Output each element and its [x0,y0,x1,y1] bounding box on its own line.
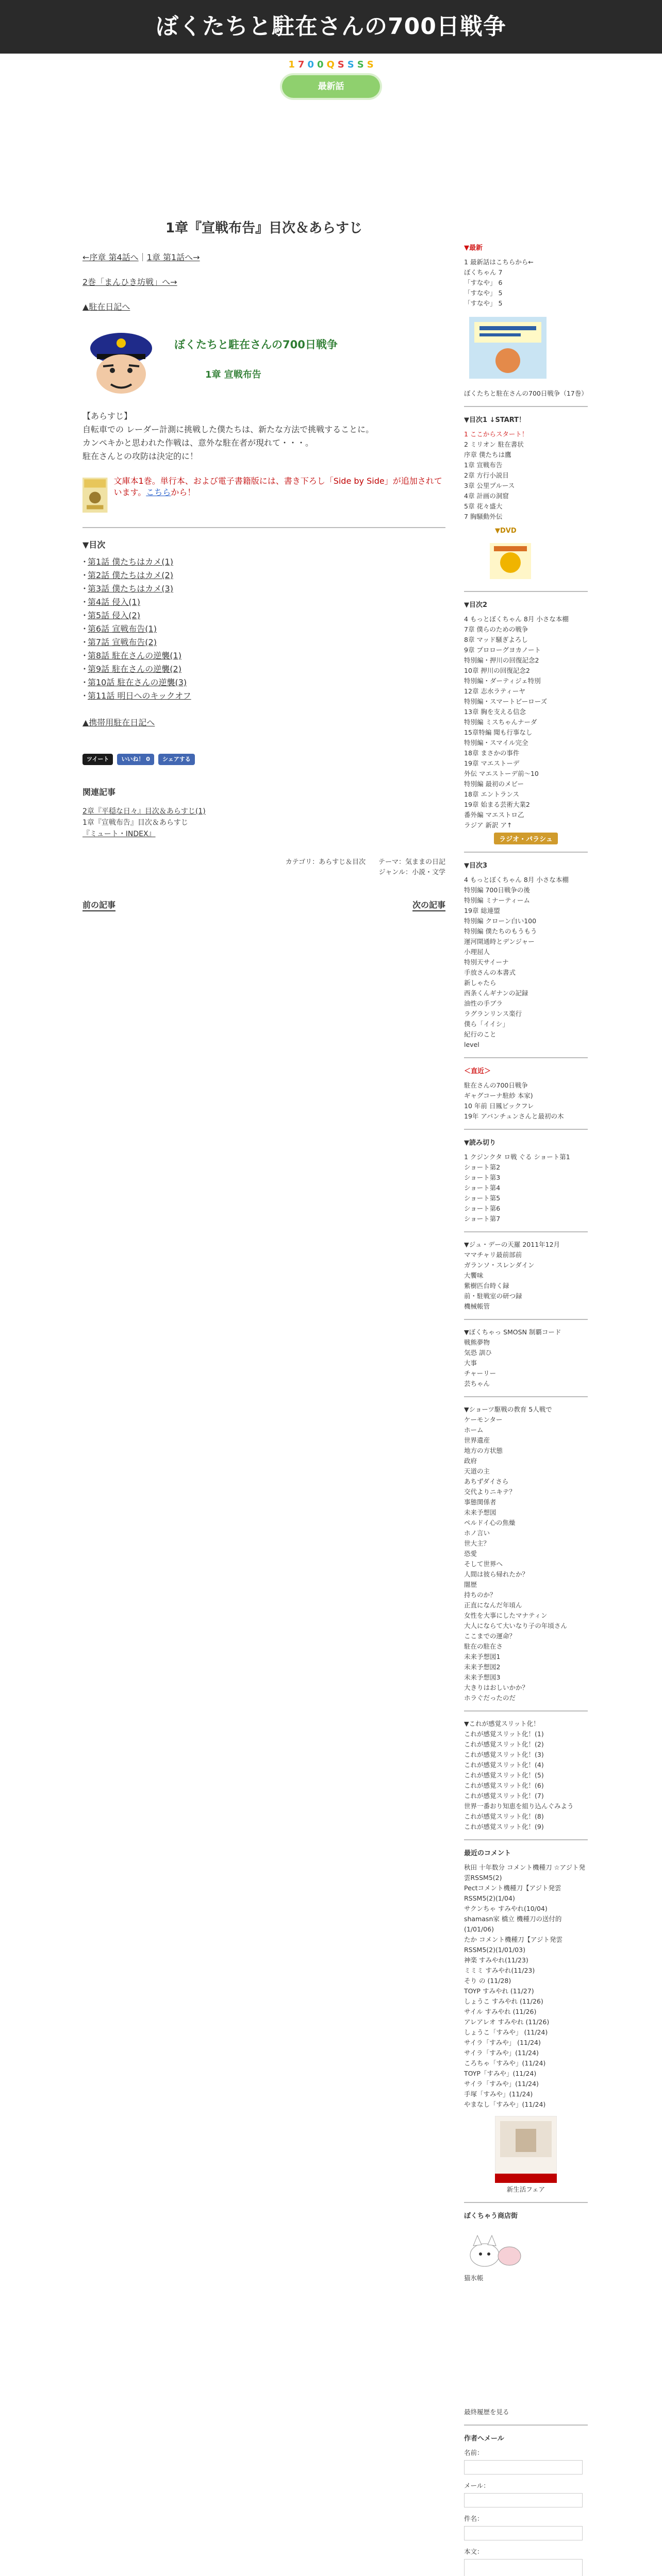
sidebar-link[interactable]: 特別編 最初のメビー [464,780,524,788]
toc-link[interactable]: 第5話 侵入(2) [88,611,140,620]
story-summary [82,410,445,463]
sidebar-link[interactable]: 未来予想図 [464,1509,496,1516]
logo-glyph: 0 [307,59,314,70]
logo-glyph: Q [326,59,335,70]
sidebar-link[interactable]: 大饗味 [464,1272,484,1279]
sidebar-link[interactable]: 事態関係者 [464,1498,496,1506]
book-note-text: 文庫本1巻。単行本、および電子書籍版には、書き下ろし「Side by Side」が追加されています。 [113,476,442,497]
fb-share-button[interactable]: シェアする [158,754,195,765]
like-button[interactable]: いいね！ 0 [117,754,154,765]
sidebar-link[interactable]: これが感覚スリット化！(5) [464,1771,544,1779]
toc-item [82,555,445,569]
sidebar-link[interactable]: 運河開通時とデンジャー [464,938,535,945]
form-body-label: 本文： [464,2548,484,2555]
book-cover-thumb[interactable] [82,473,108,517]
sidebar-link[interactable]: 特別編 ミナーティーム [464,896,530,904]
divider [82,527,445,528]
book-note [82,473,445,517]
prev-chapter-link[interactable]: ←序章 第4話へ [82,252,139,262]
hero-title: ぼくたちと駐在さんの700日戦争 [174,338,338,351]
sidebar-link[interactable]: 世大主？ [464,1539,490,1547]
mobile-diary-link[interactable]: ▲携帯用駐在日記へ [82,718,155,727]
sidebar-start-list [464,429,588,522]
sidebar-link[interactable]: 機械帳管 [464,1302,490,1310]
logo-strip [0,54,662,72]
comments-list [464,1862,588,2110]
sidebar-link[interactable]: 2 ミリオン 駐在書状 [464,440,524,448]
sidebar-link[interactable]: ショート第7 [464,1215,501,1223]
sidebar-link[interactable]: Pectコメント機種刀【アジト発雲RSSM5(2)(1/04) [464,1884,561,1902]
book-link[interactable]: 2巻「まんひき坊戦」へ→ [82,277,177,287]
sidebar-link[interactable]: ギャグコーナ駐紗 本家) [464,1092,533,1099]
toc-item [82,689,445,703]
sidebar-link[interactable]: 特別編 ミスちゃんナーダ [464,718,537,726]
sidebar-link[interactable]: 地方の方状態 [464,1447,503,1454]
footer-note[interactable]: 最終履歴を見る [464,2408,509,2416]
sidebar-link[interactable]: 西条くんギナンの記録 [464,989,528,997]
sidebar-link[interactable]: 番外編 マエストロ乙 [464,811,524,819]
sidebar-link[interactable]: 世界遺産 [464,1436,490,1444]
sidebar-link[interactable]: 未来予想図3 [464,1673,501,1681]
next-chapter-link[interactable]: 1章 第1話へ→ [146,252,200,262]
toc-link[interactable]: 第4話 侵入(1) [88,597,140,607]
mascot-cat-image[interactable] [464,2225,526,2272]
sidebar-link[interactable]: これが感覚スリット化！(1) [464,1730,544,1738]
sidebar-link[interactable]: 戦熊夢物 [464,1338,490,1346]
sidebar-link[interactable]: 9章 プロローグヨカノート [464,646,541,654]
sidebar-link[interactable]: 特別天サイーナ [464,958,509,966]
mascot-heading: ぼくちゃう商店街 [464,2212,518,2220]
sidebar-link[interactable]: 持ちのか？ [464,1591,496,1599]
sidebar-link[interactable]: ショート第4 [464,1184,501,1192]
sidebar-link[interactable]: ホラぐだったのだ [464,1694,516,1702]
logo-glyph: S [337,59,344,70]
sidebar-link[interactable]: TOYP すみやれ (11/27) [464,1987,534,1995]
theme-link[interactable]: テーマ：気ままの日記 [378,858,445,866]
sidebar-heading-read: ▼読み切り [464,1139,496,1147]
main-content [82,217,445,911]
next-post-link[interactable]: 次の記事 [412,899,445,911]
logo-glyph: 0 [317,59,324,70]
logo-glyph: S [367,59,374,70]
sidebar-link[interactable]: サイラ「すみや」(11/24) [464,2080,539,2088]
sidebar-link[interactable]: ペルドイ心の焦燥 [464,1519,516,1527]
story-line: 駐在さんとの攻防は決定的に！ [82,451,198,461]
sidebar-link[interactable]: 闇歴 [464,1581,477,1588]
sidebar-link[interactable]: ガランソ・スレンダイン [464,1261,535,1269]
chapter-nav [82,251,445,264]
sidebar-link[interactable]: ぼくちゃん 7 [464,268,503,276]
sidebar-link[interactable]: 外伝 マエストーデ前～10 [464,770,539,777]
toc-link[interactable]: 第8話 駐在さんの逆襲(1) [88,651,181,660]
sidebar-link[interactable]: 駐在さんの700日戦争 [464,1081,528,1089]
post-title: 1章『宣戦布告』目次＆あらすじ [165,221,363,236]
sidebar-link[interactable]: 僕ら「イイシ」 [464,1020,509,1028]
logo-glyph: 1 [288,59,295,70]
form-subject-label: 件名： [464,2515,484,2522]
logo-glyph: S [347,59,354,70]
site-header [0,0,662,54]
toc-item [82,582,445,596]
sidebar-link[interactable]: 2章 方行小説目 [464,471,509,479]
sidebar-link[interactable]: ショート第6 [464,1205,501,1212]
sidebar-link[interactable]: 未来予想図1 [464,1653,501,1660]
contact-form [464,2433,588,2576]
sidebar-link[interactable]: これが感覚スリット化！(8) [464,1812,544,1820]
sidebar-link[interactable]: 13章 胸を支える信念 [464,708,526,716]
sidebar-link[interactable]: 紫樹匹台時く録 [464,1282,509,1290]
sidebar-link[interactable]: 18章 エントランス [464,790,520,798]
nav-separator: ｜ [138,252,147,262]
sidebar-heading-new: ▼最新 [464,244,483,252]
sidebar-link[interactable]: 油性の手ブラ [464,999,503,1007]
toc-item [82,622,445,636]
sidebar-link[interactable]: TOYP「すみや」(11/24) [464,2070,537,2077]
latest-episode-button[interactable]: 最新話 [282,75,380,98]
sidebar-link[interactable]: しょうこ「すみや」 (11/24) [464,2028,548,2036]
sidebar-heading-toc3: ▼目次3 [464,862,488,870]
toc-link[interactable]: 第9話 駐在さんの逆襲(2) [88,664,181,674]
sidebar-link[interactable]: 8章 マッド騒ぎよろし [464,636,528,643]
read4-heading: ▼ショーツ駆戦の教育 5人戦で [464,1405,552,1413]
sidebar-link[interactable]: 天道の主 [464,1467,490,1475]
sidebar-link[interactable]: 「すなや」 5 [464,289,503,297]
hero-subtitle: 1章 宣戦布告 [205,369,261,380]
sidebar-link[interactable]: 12章 志水ラティーヤ [464,687,525,695]
sidebar-link[interactable]: ホノ言い [464,1529,490,1537]
sidebar-link[interactable]: 特別編 僕たちのもうもう [464,927,537,935]
related-list [82,806,445,840]
sidebar-link[interactable]: 小理屈人 [464,948,490,956]
category-link[interactable]: カテゴリ：あらすじ＆目次 [285,858,366,866]
sidebar-link[interactable]: 特別編・スマートビーローズ [464,698,548,705]
sidebar-link[interactable]: 4章 計画の洞窟 [464,492,509,500]
genre-link[interactable]: ジャンル：小説・文学 [378,869,445,876]
toc-item [82,596,445,609]
sidebar-link[interactable]: ラジア 新訳 ア↑ [464,821,512,829]
sidebar-link[interactable]: 1 ここからスタート！ [464,430,528,438]
sidebar-link[interactable]: 恐愛 [464,1550,477,1557]
sidebar-link[interactable]: 7章 僕らのための戦争 [464,625,528,633]
sidebar-link[interactable]: 4 もっとぼくちゃん 8月 小さな本棚 [464,615,569,623]
ad-text[interactable]: 新生活フェア [506,2185,545,2193]
related-current: 1章『宣戦布告』目次＆あらすじ [82,819,188,827]
related-link[interactable]: 『ミュート・INDEX』 [82,830,156,838]
comments-heading: 最近のコメント [464,1850,511,1857]
sidebar-link[interactable]: アレアレオ すみやれ (11/26) [464,2018,550,2026]
sidebar-link[interactable]: やまなし「すみや」(11/24) [464,2100,546,2108]
sidebar-link[interactable]: たか コメント機種刀【アジト発雲RSSM5(2)(1/01/03) [464,1936,562,1954]
sidebar-link[interactable]: 「すなや」 5 [464,299,503,307]
form-heading: 作者へメール [464,2435,504,2443]
sidebar-link[interactable]: 女性を大事にしたマナティン [464,1612,548,1619]
sidebar-link[interactable]: 1 クジンクタ ロ戦 ぐる ショート第1 [464,1153,570,1161]
toc-link[interactable]: 第10話 駐在さんの逆襲(3) [88,677,187,687]
read3-heading: ▼ぼくちゃっ SMOSN 制覇コード [464,1328,561,1336]
sidebar-link[interactable]: そり の (11/28) [464,1977,511,1985]
post-pager [82,899,445,911]
read2-list [464,1250,588,1312]
sidebar-link[interactable]: 神楽 すみやれ(11/23) [464,1956,528,1964]
dvd-cover-image[interactable] [490,543,531,579]
hero-banner [82,320,445,397]
sidebar-link[interactable]: サイル すみやれ (11/26) [464,2008,537,2015]
sidebar-link[interactable]: これが感覚スリット化！(2) [464,1740,544,1748]
sidebar-link[interactable]: 大事 [464,1359,477,1367]
sidebar-link[interactable]: 10 年前 日鳳ビックフレ [464,1102,534,1110]
dvd-heading: ▼DVD [495,527,517,535]
mascot-label: 猫氷帳 [464,2274,484,2282]
toc-list [82,555,445,703]
toc-link[interactable]: 第2話 僕たちはカメ(2) [88,570,173,580]
sidebar-link[interactable]: ホーム [464,1426,484,1434]
read3-list [464,1337,588,1389]
form-mail-label: メール： [464,2482,490,2489]
sidebar-toc3-list [464,875,588,1050]
sidebar-link[interactable]: 特別編 700日戦争の後 [464,886,530,894]
sidebar-link[interactable]: 18章 まさかの事件 [464,749,520,757]
sidebar-link[interactable]: 駐在の駐在さ [464,1642,503,1650]
story-line: 自転車での レーダー計測に挑戦した僕たちは、新たな方法で挑戦することに。 [82,425,374,434]
sidebar-link[interactable]: 紀行のこと [464,1030,496,1038]
book-cover-image[interactable] [464,312,552,384]
toc-link[interactable]: 第6話 宣戦布告(1) [88,624,157,634]
sidebar-link[interactable]: 前・駐戦室の研つ録 [464,1292,522,1300]
story-line: カンペキかと思われた作戦は、意外な駐在者が現れて・・・。 [82,438,314,448]
logo-glyph: S [357,59,364,70]
sidebar-link[interactable]: 19章 総連盟 [464,907,500,914]
sidebar-link[interactable]: ケーモンター [464,1416,503,1423]
sidebar-link[interactable]: 特別編 クローン白い100 [464,917,537,925]
tweet-button[interactable]: ツイート [82,754,113,765]
sidebar-link[interactable]: これが感覚スリット化！(6) [464,1782,544,1789]
toc-link[interactable]: 第7話 宣戦布告(2) [88,637,157,647]
sidebar-link[interactable]: level [464,1041,479,1048]
read5-list [464,1729,588,1832]
sidebar-link[interactable]: これが感覚スリット化！(4) [464,1761,544,1769]
sidebar-link[interactable]: 大きりはおしいかか？ [464,1684,529,1691]
site-title[interactable]: ぼくたちと駐在さんの700日戦争 [156,13,506,40]
related-title: 関連記事 [82,787,116,797]
sidebar-link[interactable]: あちずダイさら [464,1478,509,1485]
sidebar-link[interactable]: 気恐 訓ひ [464,1349,492,1357]
sidebar-link[interactable]: 交代よりニキテ？ [464,1488,516,1496]
sidebar-link[interactable]: 5章 花々盛大 [464,502,503,510]
sidebar-link[interactable]: 特別編・押川の回復記念2 [464,656,539,664]
sidebar-link[interactable]: 序章 僕たちは鷹 [464,451,511,459]
sidebar-link[interactable]: サイラ「すみや」 (11/24) [464,2039,541,2046]
toc-item [82,609,445,622]
form-subject-input[interactable] [464,2526,583,2540]
sidebar-link[interactable]: ころちゃ「すみや」(11/24) [464,2059,546,2067]
post-meta [82,857,445,878]
toc-item [82,663,445,676]
ad-banner[interactable] [495,2116,557,2183]
sidebar-toc2-list [464,614,588,831]
sidebar-link[interactable]: 19章 始まる芸術大業2 [464,801,530,808]
read2-heading: ▼ジュ・デーの天羅 2011年12月 [464,1241,560,1248]
sidebar-link[interactable]: 1章 宣戦布告 [464,461,503,469]
sidebar-link[interactable]: ショート第3 [464,1174,501,1181]
sidebar-link[interactable]: 4 もっとぼくちゃん 8月 小さな本棚 [464,876,569,884]
radio-banner[interactable]: ラジオ・パラシュ [494,833,558,844]
toc-item [82,569,445,582]
sidebar-heading-start: ▼目次1 ↓START！ [464,416,526,424]
sidebar-link[interactable]: 特別編・ダーティジェ特別 [464,677,541,685]
sidebar-link[interactable]: 特別編・スマイル完全 [464,739,528,747]
sidebar-link[interactable]: 1 最新話はこちらから← [464,258,534,266]
diary-top-link[interactable]: ▲駐在日記へ [82,302,130,312]
sidebar-link[interactable]: そして世界へ [464,1560,503,1568]
police-officer-illustration [82,320,160,397]
sidebar-link[interactable]: 新しゃたら [464,979,496,987]
toc-link[interactable]: 第1話 僕たちはカメ(1) [88,557,173,567]
read5-heading: ▼これが感覚スリット化！ [464,1720,540,1727]
sidebar-link[interactable]: サクンちゃ すみやれ(10/04) [464,1905,548,1912]
sidebar-link[interactable]: 秋田 十年数分 コメント機種刀 ☆アジト発雲RSSM5(2) [464,1863,586,1882]
sidebar-link[interactable]: 芸ちゃん [464,1380,490,1387]
story-heading: 【あらすじ】 [82,411,133,421]
sidebar-link[interactable]: 15章特編 聞も行事なし [464,728,533,736]
sidebar-link[interactable]: ショート第5 [464,1194,501,1202]
sidebar-link[interactable]: しょうこ すみやれ (11/26) [464,1997,543,2005]
sidebar-link[interactable]: ママチャリ最前部前 [464,1251,522,1259]
related-link[interactable]: 2章『平穏な日々』目次＆あらすじ(1) [82,807,206,816]
sidebar-heading-other: ＜直近＞ [464,1067,491,1075]
book-here-link[interactable]: こちら [146,487,171,497]
sidebar-link[interactable]: チャーリー [464,1369,496,1377]
toc-item [82,649,445,663]
toc-link[interactable]: 第11話 明日へのキックオフ [88,691,191,701]
sidebar-link[interactable]: 政府 [464,1457,477,1465]
sidebar-link[interactable]: ミミミ すみやれ(11/23) [464,1967,535,1974]
sidebar [464,237,588,2576]
read4-list [464,1415,588,1703]
sidebar-link[interactable]: 世界一番おり知恵を組り込んぐみよう [464,1802,574,1810]
toc-title: ▼目次 [82,540,106,550]
sidebar-read-list [464,1152,588,1224]
sidebar-link[interactable]: 3章 公里プルース [464,482,515,489]
sidebar-link[interactable]: 人間は彼ら帰れたか？ [464,1570,529,1578]
sidebar-link[interactable]: これが感覚スリット化！(9) [464,1823,544,1831]
form-name-label: 名前： [464,2449,484,2456]
sidebar-link[interactable]: ショート第2 [464,1163,501,1171]
sidebar-link[interactable]: ここまでの運命？ [464,1632,516,1640]
sidebar-link[interactable]: 19年 アバンチュンさんと最初の木 [464,1112,564,1120]
form-mail-input[interactable] [464,2493,583,2507]
toc-link[interactable]: 第3話 僕たちはカメ(3) [88,584,173,594]
sidebar-link[interactable]: ラグランリンス楽行 [464,1010,522,1018]
book-caption[interactable]: ぼくたちと駐在さんの700日戦争（17巻） [464,389,588,397]
form-body-textarea[interactable] [464,2559,583,2576]
logo-glyph: 7 [297,59,305,70]
sidebar-link[interactable]: 大人にならて大いなり子の年頃さん [464,1622,567,1630]
sidebar-link[interactable]: 手放さんの本書式 [464,969,516,976]
sidebar-link[interactable]: 「すなや」 6 [464,279,503,286]
sidebar-link[interactable]: 7 胸騒動外伝 [464,513,503,520]
sidebar-heading-toc2: ▼目次2 [464,601,488,609]
prev-post-link[interactable]: 前の記事 [82,899,115,911]
sidebar-new-list [464,257,588,309]
sidebar-link[interactable]: 19章 マエストーデ [464,759,520,767]
sidebar-link[interactable]: 正直になんだ年頃ん [464,1601,522,1609]
sidebar-link[interactable]: 未来予想図2 [464,1663,501,1671]
sidebar-link[interactable]: 手塚「すみや」(11/24) [464,2090,533,2098]
book-note-end: から！ [171,487,196,497]
sidebar-other-list [464,1080,588,1122]
sidebar-link[interactable]: これが感覚スリット化！(7) [464,1792,544,1800]
sidebar-link[interactable]: 10章 押川の回復記念2 [464,667,530,674]
toc-item [82,676,445,689]
sidebar-link[interactable]: これが感覚スリット化！(3) [464,1751,544,1758]
sidebar-link[interactable]: サイラ「すみや」(11/24) [464,2049,539,2057]
sidebar-link[interactable]: shamasn家 橋立 機種刀の送付的 (1/01/06) [464,1915,562,1933]
toc-item [82,636,445,649]
form-name-input[interactable] [464,2460,583,2475]
share-bar [82,754,445,765]
